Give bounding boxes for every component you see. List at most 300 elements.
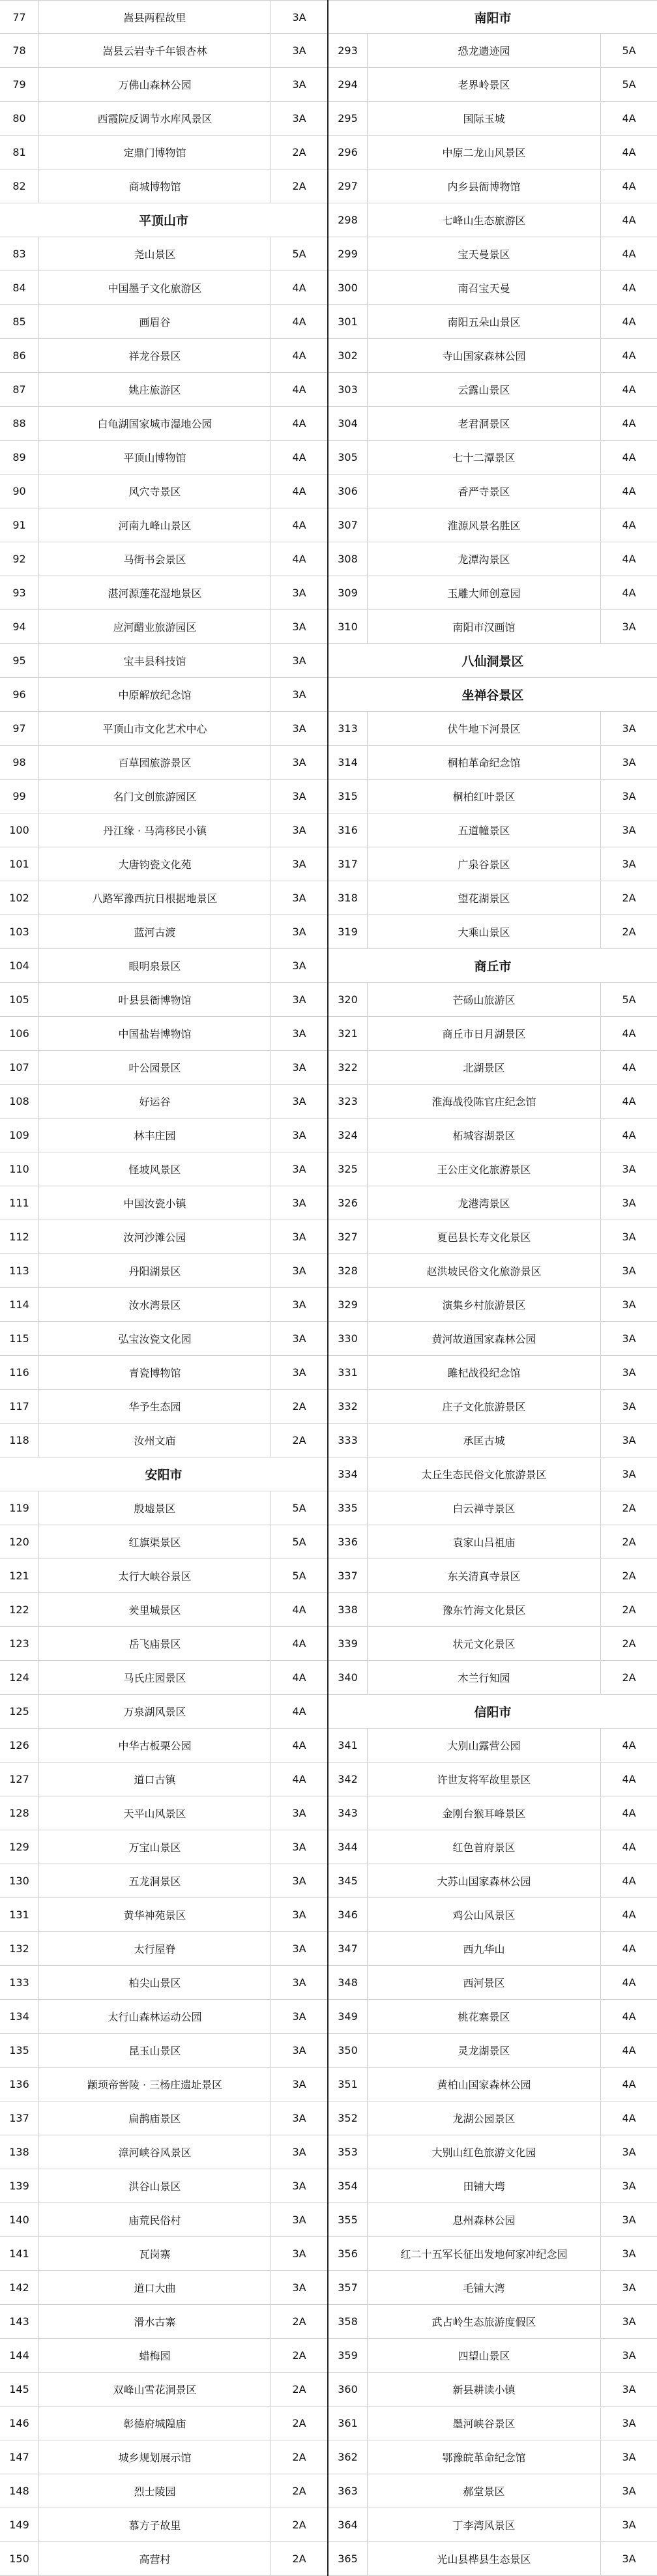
rating-level: 3A [622,2519,636,2531]
scenic-area-name: 名门文创旅游园区 [39,780,271,813]
scenic-area-name: 红色首府景区 [368,1830,601,1864]
table-row [0,1424,327,1457]
table-row [328,1796,657,1830]
scenic-area-name: 丹阳湖景区 [39,1254,271,1287]
rating-level: 2A [292,2519,306,2531]
row-number: 117 [0,1390,39,1423]
rating-level: 3A [622,722,636,735]
row-number: 134 [0,2000,39,2033]
scenic-area-name: 淮海战役陈官庄纪念馆 [368,1085,601,1118]
rating-level: 3A [292,1298,306,1311]
row-number: 133 [0,1966,39,1999]
table-row [0,2000,327,2034]
rating-level: 5A [292,1502,306,1514]
row-number: 346 [328,1898,368,1931]
row-number: 301 [328,305,368,338]
rating-level: 3A [292,1095,306,1107]
row-number: 302 [328,339,368,372]
row-number: 324 [328,1119,368,1152]
rating-level: 3A [622,756,636,768]
scenic-area-name: 龙港湾景区 [368,1186,601,1220]
scenic-area-name: 南阳市汉画馆 [368,610,601,643]
rating-level: 3A [292,112,306,124]
row-number: 94 [0,610,39,643]
rating-level: 3A [292,722,306,735]
row-number: 332 [328,1390,368,1423]
scenic-area-name: 中国墨子文化旅游区 [39,271,271,304]
table-row [0,169,327,203]
scenic-area-name: 道口大曲 [39,2271,271,2304]
table-row [0,1627,327,1661]
scenic-area-name: 汝水湾景区 [39,1288,271,1321]
table-row [0,34,327,68]
rating-level: 4A [622,553,636,565]
row-number: 294 [328,68,368,101]
row-number: 351 [328,2068,368,2101]
row-number: 135 [0,2034,39,2067]
table-row [0,2271,327,2305]
rating-level: 3A [292,1129,306,1141]
table-row [0,1525,327,1559]
scenic-area-name: 豫东竹海文化景区 [368,1593,601,1626]
table-row [328,813,657,847]
rating-level: 3A [292,1976,306,1989]
rating-level: 3A [292,2044,306,2056]
row-number: 88 [0,407,39,440]
rating-level: 5A [622,44,636,57]
rating-level: 3A [622,1197,636,1209]
rating-level: 3A [292,10,306,23]
table-row [328,1051,657,1085]
rating-level: 4A [622,1807,636,1819]
scenic-area-name: 定鼎门博物馆 [39,136,271,169]
row-number: 314 [328,746,368,779]
table-row [0,881,327,915]
rating-level: 3A [622,1332,636,1345]
row-number: 123 [0,1627,39,1660]
row-number: 131 [0,1898,39,1931]
rating-level: 3A [292,1841,306,1853]
table-row [0,1186,327,1220]
scenic-area-name: 新县耕读小镇 [368,2373,601,2406]
scenic-area-name: 殷墟景区 [39,1491,271,1525]
scenic-area-name: 祥龙谷景区 [39,339,271,372]
scenic-area-name: 灵龙湖景区 [368,2034,601,2067]
rating-level: 4A [292,451,306,463]
scenic-area-name: 云露山景区 [368,373,601,406]
city-name: 平顶山市 [138,214,188,228]
table-row [328,2305,657,2339]
row-number: 96 [0,678,39,711]
row-number: 361 [328,2407,368,2440]
rating-level: 4A [622,1773,636,1785]
table-row [328,407,657,441]
table-row [0,1559,327,1593]
scenic-area-name: 袁家山吕祖庙 [368,1525,601,1559]
row-number: 347 [328,1932,368,1965]
rating-level: 4A [292,417,306,430]
table-row [328,1627,657,1661]
scenic-area-name: 怪坡风景区 [39,1152,271,1186]
scenic-area-name: 北湖景区 [368,1051,601,1084]
table-row [0,339,327,373]
scenic-area-name: 嵩县云岩寺千年银杏林 [39,34,271,67]
rating-level: 3A [292,2281,306,2294]
table-row [0,2305,327,2339]
scenic-area-name: 太行山森林运动公园 [39,2000,271,2033]
scenic-area-name: 七十二潭景区 [368,441,601,474]
scenic-area-name: 赵洪坡民俗文化旅游景区 [368,1254,601,1287]
table-row [328,203,657,237]
table-row [0,610,327,644]
table-row [328,102,657,136]
row-number: 353 [328,2135,368,2169]
scenic-area-name: 毛铺大湾 [368,2271,601,2304]
scenic-area-name: 中国汝瓷小镇 [39,1186,271,1220]
table-row [0,2542,327,2576]
table-row [0,2068,327,2101]
table-row [328,508,657,542]
row-number: 99 [0,780,39,813]
table-row [0,678,327,712]
scenic-area-name: 万宝山景区 [39,1830,271,1864]
table-row [0,68,327,102]
row-number: 111 [0,1186,39,1220]
rating-level: 3A [292,1265,306,1277]
scenic-area-name: 林丰庄园 [39,1119,271,1152]
row-number: 348 [328,1966,368,1999]
scenic-area-name: 道口古镇 [39,1763,271,1796]
rating-level: 3A [292,756,306,768]
row-number: 293 [328,34,368,67]
rating-level: 4A [622,180,636,192]
table-row [328,1593,657,1627]
city-name: 八仙洞景区 [461,654,524,669]
scenic-area-name: 羑里城景区 [39,1593,271,1626]
row-number: 119 [0,1491,39,1525]
rating-level: 2A [292,2417,306,2429]
table-row [0,983,327,1017]
scenic-area-name: 彰德府城隍庙 [39,2407,271,2440]
row-number: 333 [328,1424,368,1457]
rating-level: 4A [292,349,306,362]
row-number: 98 [0,746,39,779]
scenic-area-name: 金刚台猴耳峰景区 [368,1796,601,1830]
table-row [328,1491,657,1525]
rating-level: 3A [622,1265,636,1277]
row-number: 365 [328,2542,368,2575]
rating-level: 5A [622,78,636,91]
rating-level: 3A [622,2383,636,2395]
scenic-area-name: 嵩县两程故里 [39,1,271,33]
table-row [328,2034,657,2068]
row-number: 136 [0,2068,39,2101]
scenic-area-name: 西九华山 [368,1932,601,1965]
row-number: 344 [328,1830,368,1864]
rating-level: 3A [292,1366,306,1379]
rating-level: 2A [622,1570,636,1582]
table-row [0,1763,327,1796]
city-header [328,949,657,983]
scenic-area-name: 寺山国家森林公园 [368,339,601,372]
rating-level: 3A [292,926,306,938]
rating-level: 3A [622,1400,636,1412]
table-row [328,2135,657,2169]
table-row [0,2135,327,2169]
scenic-area-name: 黄河故道国家森林公园 [368,1322,601,1355]
table-row [0,1593,327,1627]
rating-level: 3A [292,892,306,904]
table-row [0,1864,327,1898]
rating-level: 3A [292,2112,306,2124]
table-row [328,746,657,780]
row-number: 79 [0,68,39,101]
row-number: 86 [0,339,39,372]
table-row [328,2000,657,2034]
table-row [0,542,327,576]
row-number: 138 [0,2135,39,2169]
scenic-area-name: 恐龙遗迹园 [368,34,601,67]
scenic-area-name: 鄂豫皖革命纪念馆 [368,2440,601,2474]
rating-level: 3A [292,1942,306,1955]
scenic-area-name: 商城博物馆 [39,169,271,203]
table-row [328,2542,657,2576]
row-number: 330 [328,1322,368,1355]
rating-level: 2A [622,1603,636,1616]
scenic-area-name: 庙荒民俗村 [39,2203,271,2236]
table-row [328,2339,657,2373]
scenic-area-name: 墨河峡谷景区 [368,2407,601,2440]
table-row [328,2203,657,2237]
scenic-area-name: 应河醋业旅游园区 [39,610,271,643]
row-number: 110 [0,1152,39,1186]
city-name: 信阳市 [474,1705,512,1720]
rating-level: 3A [292,824,306,836]
rating-level: 3A [622,1468,636,1480]
table-row [0,2440,327,2474]
table-row [0,1254,327,1288]
row-number: 129 [0,1830,39,1864]
table-row [0,1796,327,1830]
row-number: 320 [328,983,368,1016]
table-row [328,1356,657,1390]
table-row [328,2373,657,2407]
table-row [328,1763,657,1796]
table-row [328,373,657,407]
table-row [0,1051,327,1085]
scenic-area-name: 桃花寨景区 [368,2000,601,2033]
table-row [0,1152,327,1186]
row-number: 77 [0,1,39,33]
rating-level: 4A [292,1739,306,1751]
rating-level: 4A [622,146,636,158]
row-number: 85 [0,305,39,338]
table-row [328,2068,657,2101]
table-row [0,2508,327,2542]
row-number: 121 [0,1559,39,1592]
row-number: 303 [328,373,368,406]
table-row [328,847,657,881]
table-row [328,1220,657,1254]
city-name: 商丘市 [474,959,512,974]
table-row [0,2034,327,2068]
row-number: 137 [0,2101,39,2135]
row-number: 350 [328,2034,368,2067]
scenic-area-name: 汝河沙滩公园 [39,1220,271,1253]
scenic-area-name: 郝堂景区 [368,2474,601,2508]
scenic-area-name: 七峰山生态旅游区 [368,203,601,237]
rating-level: 3A [622,2146,636,2158]
rating-level: 4A [622,1841,636,1853]
row-number: 315 [328,780,368,813]
rating-level: 4A [622,2078,636,2090]
row-number: 140 [0,2203,39,2236]
table-row [0,1729,327,1763]
scenic-area-name: 鸡公山风景区 [368,1898,601,1931]
scenic-area-name: 桐柏革命纪念馆 [368,746,601,779]
table-row [0,1932,327,1966]
row-number: 335 [328,1491,368,1525]
row-number: 81 [0,136,39,169]
scenic-area-name: 大苏山国家森林公园 [368,1864,601,1897]
row-number: 349 [328,2000,368,2033]
scenic-area-name: 平顶山博物馆 [39,441,271,474]
table-row [328,1661,657,1695]
row-number: 93 [0,576,39,609]
scenic-area-name: 四望山景区 [368,2339,601,2372]
table-row [328,1254,657,1288]
rating-level: 4A [622,485,636,497]
row-number: 150 [0,2542,39,2575]
table-row [0,644,327,678]
table-row [0,102,327,136]
rating-level: 2A [622,1502,636,1514]
scenic-area-name: 百草园旅游景区 [39,746,271,779]
table-row [328,2474,657,2508]
row-number: 308 [328,542,368,576]
rating-level: 3A [622,2315,636,2328]
row-number: 124 [0,1661,39,1694]
rating-level: 4A [622,1875,636,1887]
table-row [328,1559,657,1593]
rating-level: 3A [292,44,306,57]
row-number: 112 [0,1220,39,1253]
table-row [0,1017,327,1051]
row-number: 329 [328,1288,368,1321]
scenic-area-name: 烈士陵园 [39,2474,271,2508]
table-row [0,441,327,475]
scenic-area-name: 内乡县衙博物馆 [368,169,601,203]
row-number: 360 [328,2373,368,2406]
table-row [328,1525,657,1559]
scenic-area-name: 好运谷 [39,1085,271,1118]
table-row [328,2101,657,2135]
table-row [0,1288,327,1322]
row-number: 78 [0,34,39,67]
rating-level: 4A [622,214,636,226]
table-row [0,949,327,983]
table-row [0,2169,327,2203]
rating-level: 3A [622,858,636,870]
row-number: 108 [0,1085,39,1118]
scenic-area-name: 太丘生态民俗文化旅游景区 [368,1457,601,1491]
row-number: 89 [0,441,39,474]
rating-level: 2A [292,2451,306,2463]
rating-level: 3A [292,790,306,802]
row-number: 354 [328,2169,368,2203]
table-row [0,1491,327,1525]
row-number: 149 [0,2508,39,2541]
scenic-area-name: 马街书会景区 [39,542,271,576]
rating-level: 3A [292,2078,306,2090]
row-number: 363 [328,2474,368,2508]
rating-level: 3A [292,2214,306,2226]
scenic-area-name: 高营村 [39,2542,271,2575]
row-number: 313 [328,712,368,745]
row-number: 362 [328,2440,368,2474]
rating-level: 4A [622,2010,636,2023]
scenic-area-name: 平顶山市文化艺术中心 [39,712,271,745]
scenic-area-name: 扁鹊庙景区 [39,2101,271,2135]
rating-level: 3A [622,1434,636,1446]
rating-level: 3A [292,654,306,667]
scenic-area-name: 昆玉山景区 [39,2034,271,2067]
table-row [328,475,657,508]
scenic-area-name: 白龟湖国家城市湿地公园 [39,407,271,440]
rating-level: 4A [292,1705,306,1718]
row-number: 125 [0,1695,39,1728]
table-row [328,712,657,746]
rating-level: 5A [292,248,306,260]
row-number: 338 [328,1593,368,1626]
table-row [0,1830,327,1864]
scenic-area-name: 桐柏红叶景区 [368,780,601,813]
table-row [328,2508,657,2542]
rating-level: 3A [622,2349,636,2362]
scenic-area-name: 夏邑县长寿文化景区 [368,1220,601,1253]
table-row [0,1322,327,1356]
scenic-area-name: 南召宝天曼 [368,271,601,304]
row-number: 142 [0,2271,39,2304]
table-row [328,68,657,102]
row-number: 310 [328,610,368,643]
left-column [0,0,328,2576]
table-row [328,136,657,169]
table-row [328,1457,657,1491]
rating-level: 4A [292,519,306,531]
row-number: 364 [328,2508,368,2541]
rating-level: 4A [622,2044,636,2056]
row-number: 299 [328,237,368,271]
rating-level: 3A [292,2146,306,2158]
rating-level: 3A [292,1231,306,1243]
row-number: 114 [0,1288,39,1321]
rating-level: 2A [292,2349,306,2362]
row-number: 118 [0,1424,39,1457]
scenic-area-name: 南阳五朵山景区 [368,305,601,338]
row-number: 87 [0,373,39,406]
table-row [0,237,327,271]
scenic-area-name: 大别山露营公园 [368,1729,601,1762]
rating-level: 4A [622,417,636,430]
scenic-area-name: 雎杞战役纪念馆 [368,1356,601,1389]
row-number: 345 [328,1864,368,1897]
table-row [328,2169,657,2203]
scenic-area-name: 国际玉城 [368,102,601,135]
row-number: 300 [328,271,368,304]
table-row [0,271,327,305]
scenic-area-name: 光山县桦县生态景区 [368,2542,601,2575]
